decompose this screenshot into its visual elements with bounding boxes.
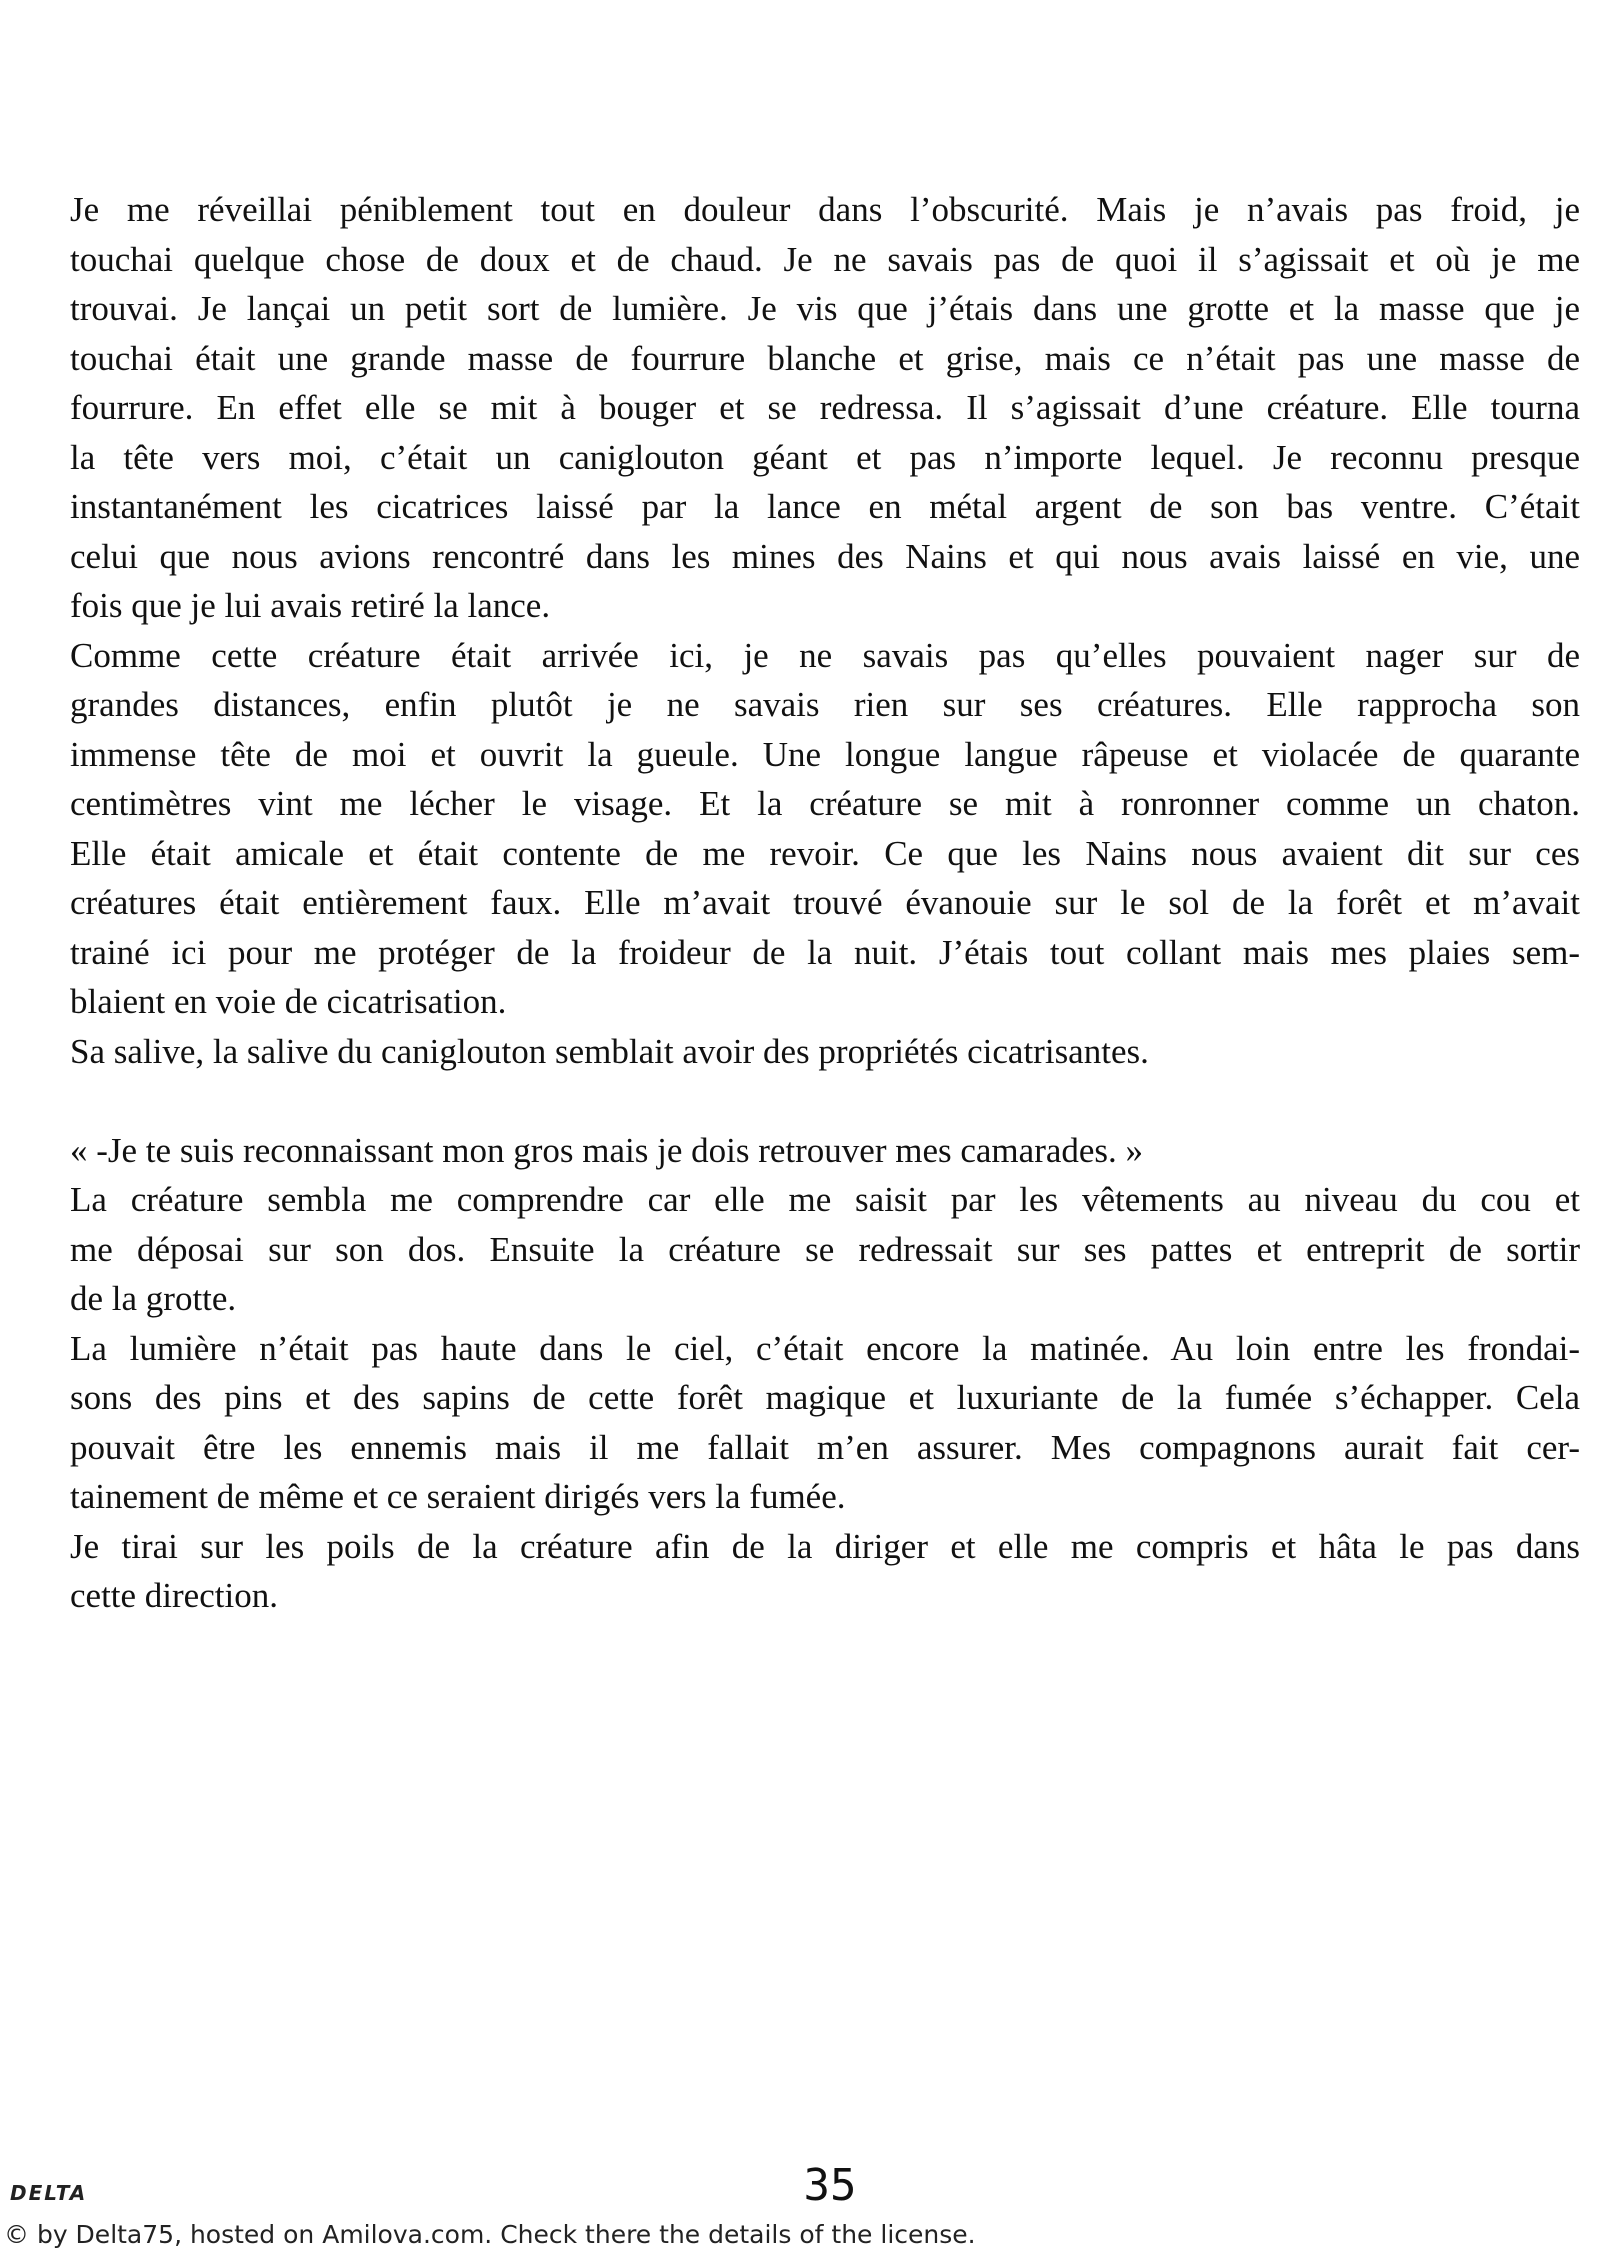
text-line: trainé ici pour me protéger de la froideur de la nuit. J’étais tout collant mais mes plaies sem-: [70, 932, 1580, 972]
text-line: Je me réveillai péniblement tout en douleur dans l’obscurité. Mais je n’avais pas froid, je: [70, 190, 1580, 229]
text-line: immense tête de moi et ouvrit la gueule. Une longue langue râpeuse et violacée de quarante: [70, 734, 1580, 774]
text-line: me déposai sur son dos. Ensuite la créature se redressait sur ses pattes et entreprit de sortir: [70, 1229, 1580, 1269]
license-notice: © by Delta75, hosted on Amilova.com. Check there the details of the license.: [4, 2220, 976, 2249]
text-line: créatures était entièrement faux. Elle m’avait trouvé évanouie sur le sol de la forêt et m’avait: [70, 883, 1580, 922]
body-text: [70, 185, 1580, 1621]
text-line: centimètres vint me lécher le visage. Et la créature se mit à ronronner comme un chaton.: [70, 784, 1580, 823]
page-number: 35: [803, 2160, 857, 2211]
text-line: fois que je lui avais retiré la lance.: [70, 586, 551, 625]
text-line: Elle était amicale et était contente de me revoir. Ce que les Nains nous avaient dit sur ces: [70, 833, 1580, 873]
text-line: Comme cette créature était arrivée ici, je ne savais pas qu’elles pouvaient nager sur de: [70, 635, 1580, 675]
text-line: la tête vers moi, c’était un caniglouton géant et pas n’importe lequel. Je reconnu presque: [70, 437, 1580, 477]
text-line: La lumière n’était pas haute dans le ciel, c’était encore la matinée. Au loin entre les frondai-: [70, 1328, 1580, 1368]
text-line: fourrure. En effet elle se mit à bouger et se redressa. Il s’agissait d’une créature. Elle tourna: [70, 388, 1580, 427]
text-line: blaient en voie de cicatrisation.: [70, 982, 507, 1021]
text-line: touchai quelque chose de doux et de chaud. Je ne savais pas de quoi il s’agissait et où je me: [70, 239, 1580, 279]
text-line: cette direction.: [70, 1576, 278, 1615]
text-line: pouvait être les ennemis mais il me fallait m’en assurer. Mes compagnons aurait fait cer-: [70, 1427, 1580, 1467]
text-line: tainement de même et ce seraient dirigés vers la fumée.: [70, 1477, 846, 1516]
text-line: La créature sembla me comprendre car elle me saisit par les vêtements au niveau du cou et: [70, 1180, 1580, 1219]
blank-line: [70, 1076, 1580, 1126]
text-line: Sa salive, la salive du caniglouton semblait avoir des propriétés cicatrisantes.: [70, 1031, 1149, 1071]
text-line: de la grotte.: [70, 1279, 237, 1318]
delta-logo: [8, 2178, 108, 2206]
text-line: celui que nous avions rencontré dans les mines des Nains et qui nous avais laissé en vie, une: [70, 536, 1580, 576]
text-line: Je tirai sur les poils de la créature afin de la diriger et elle me compris et hâta le pas dans: [70, 1526, 1580, 1566]
text-line: trouvai. Je lançai un petit sort de lumière. Je vis que j’étais dans une grotte et la masse que je: [70, 289, 1580, 328]
text-line: grandes distances, enfin plutôt je ne savais rien sur ses créatures. Elle rapprocha son: [70, 685, 1580, 724]
text-line: « -Je te suis reconnaissant mon gros mais je dois retrouver mes camarades. »: [70, 1130, 1144, 1170]
text-line: instantanément les cicatrices laissé par la lance en métal argent de son bas ventre. C’était: [70, 487, 1580, 526]
text-line: touchai était une grande masse de fourrure blanche et grise, mais ce n’était pas une masse de: [70, 338, 1580, 378]
text-line: sons des pins et des sapins de cette forêt magique et luxuriante de la fumée s’échapper. Cela: [70, 1378, 1580, 1417]
delta-logo-text: DELTA: [10, 2181, 88, 2205]
